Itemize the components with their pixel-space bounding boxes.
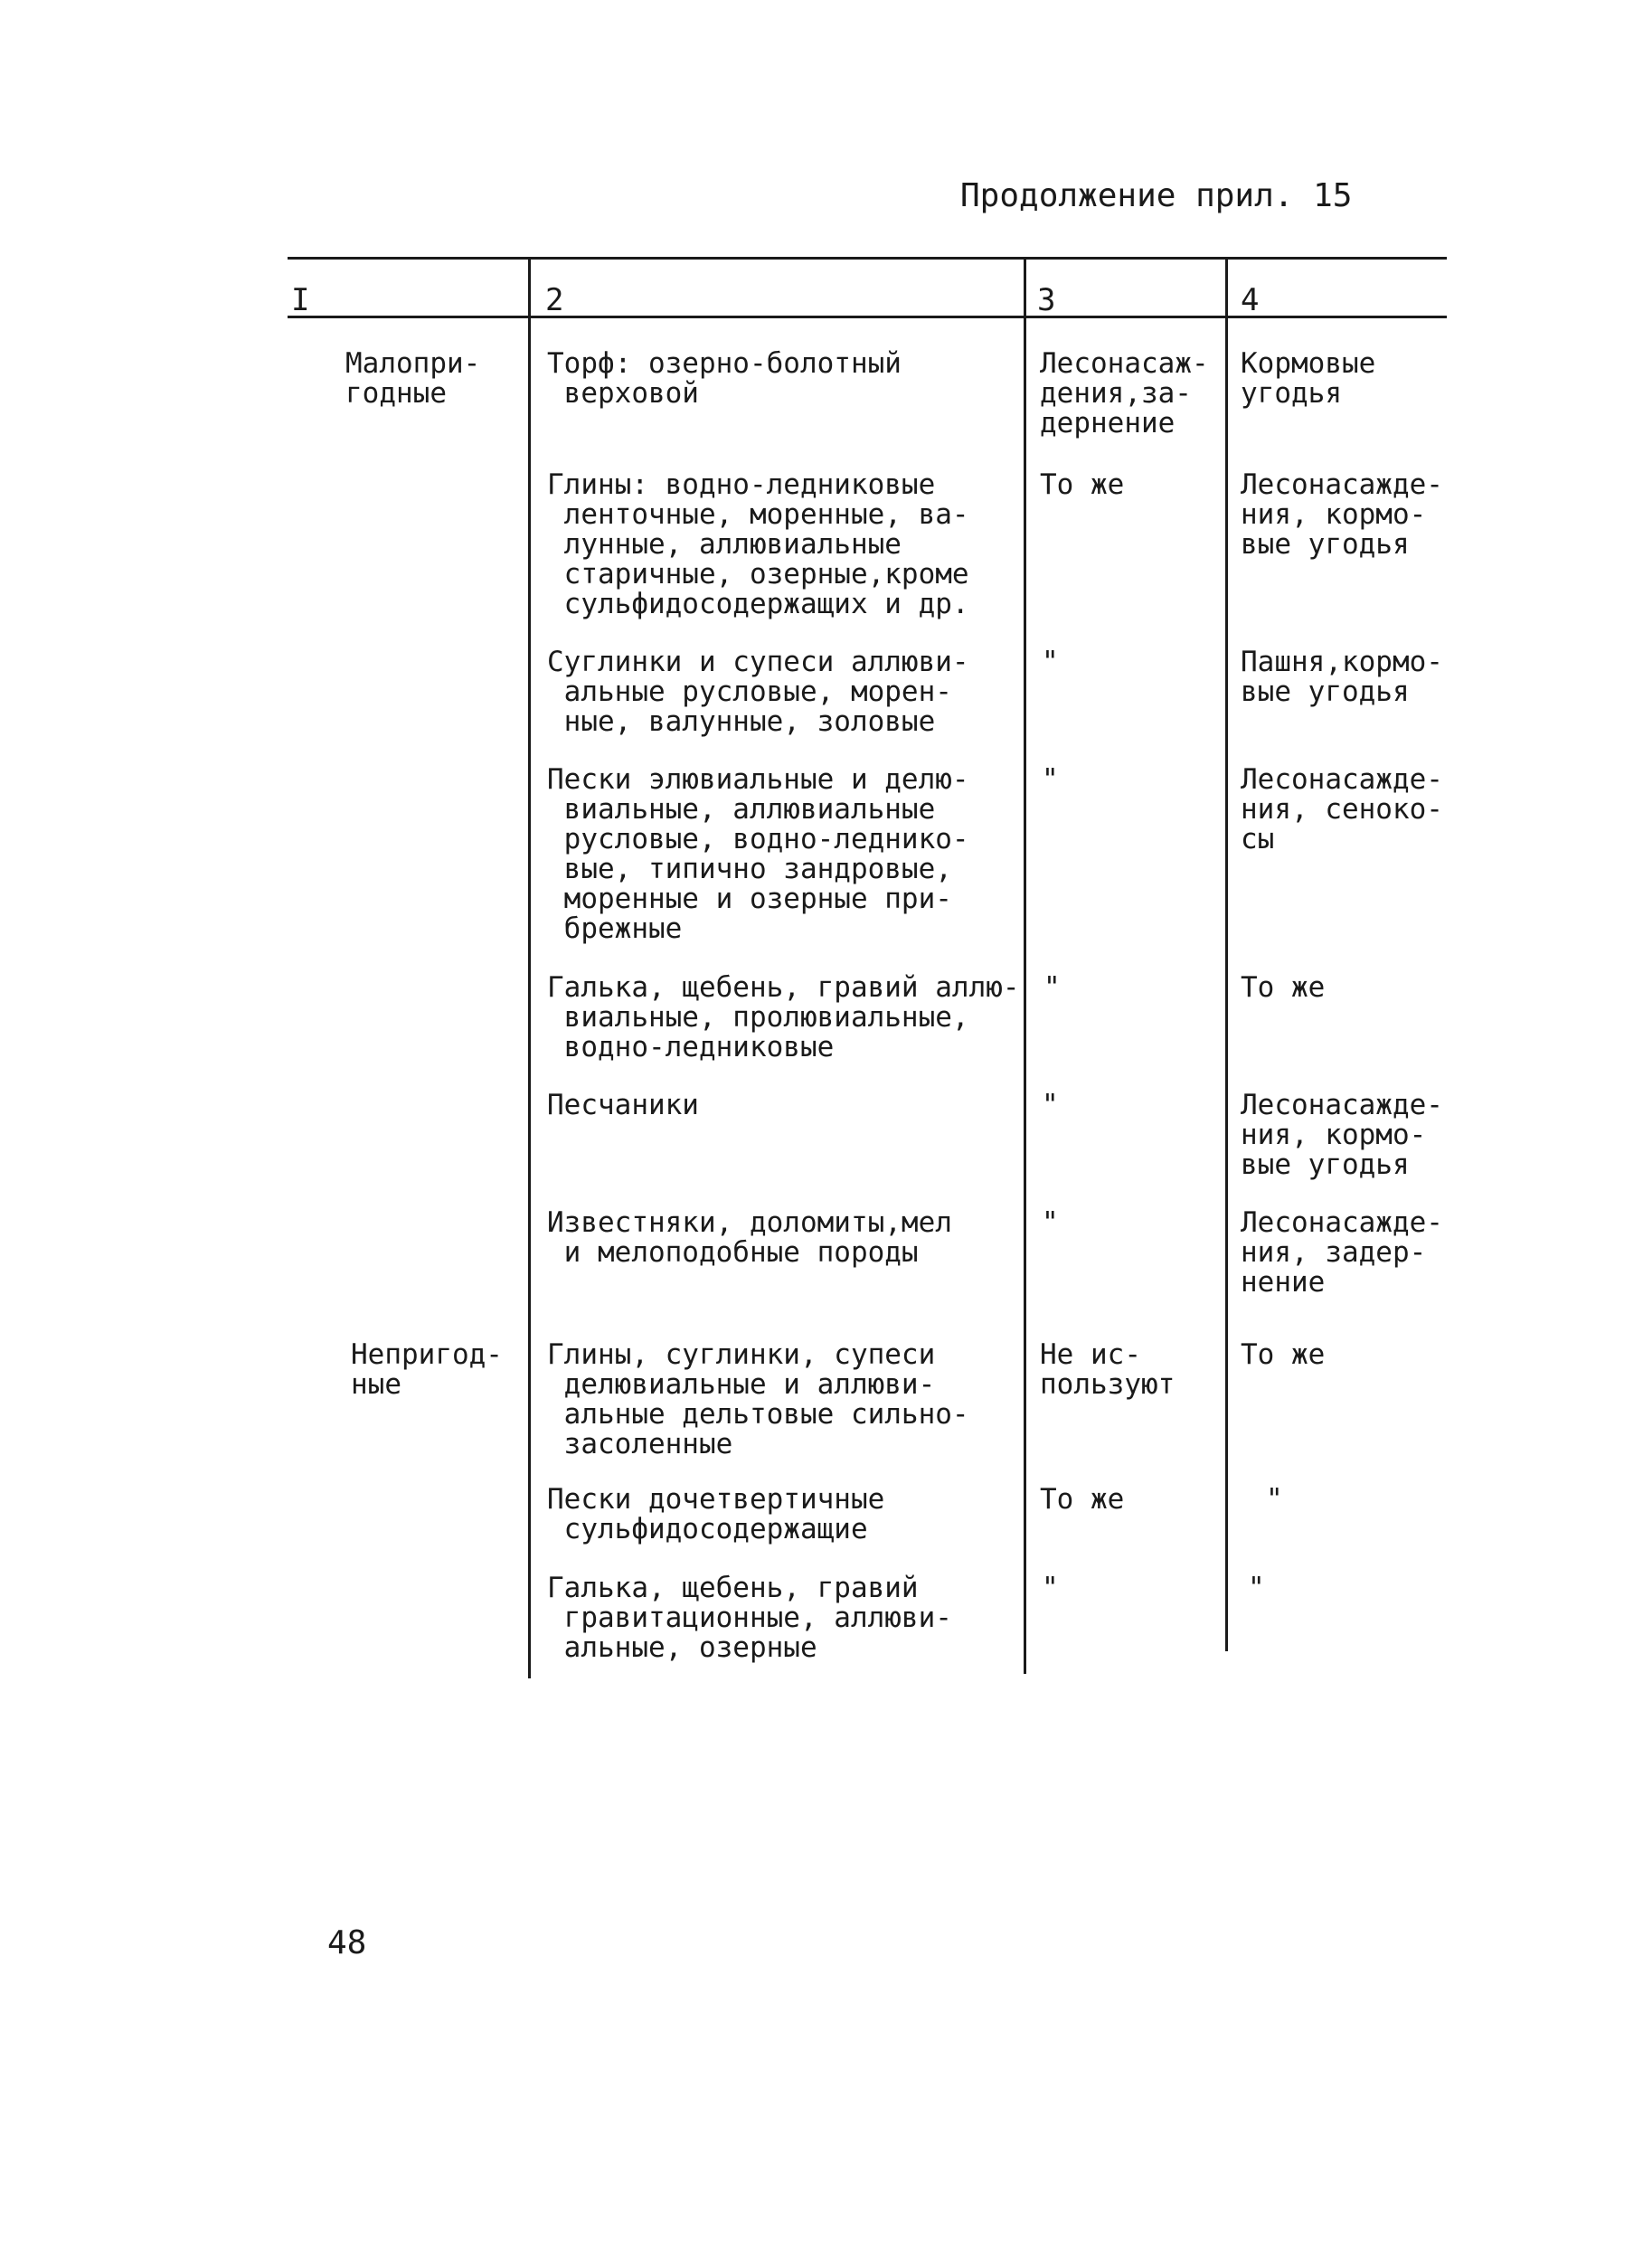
column-divider bbox=[528, 257, 531, 1678]
use-cell: " bbox=[1043, 971, 1061, 1004]
column-number-3: 3 bbox=[1037, 282, 1056, 318]
land-cell: " bbox=[1266, 1483, 1283, 1516]
use-cell: То же bbox=[1040, 468, 1125, 501]
column-divider bbox=[1024, 257, 1026, 1674]
use-cell: " bbox=[1042, 646, 1059, 678]
land-cell: Лесонасажде- ния, кормо- вые угодья bbox=[1241, 468, 1443, 561]
land-cell: Пашня,кормо- вые угодья bbox=[1241, 646, 1443, 708]
material-cell: Глины, суглинки, супеси делювиальные и аллюви- альные дельтовые сильно- засоленные bbox=[547, 1338, 969, 1460]
column-number-2: 2 bbox=[545, 282, 564, 318]
use-cell: То же bbox=[1040, 1483, 1125, 1516]
material-cell: Суглинки и супеси аллюви- альные русловые, морен- ные, валунные, золовые bbox=[547, 646, 969, 738]
land-cell: Лесонасажде- ния, сеноко- сы bbox=[1241, 763, 1443, 855]
land-cell: Лесонасажде- ния, кормо- вые угодья bbox=[1241, 1089, 1443, 1181]
land-cell: Лесонасажде- ния, задер- нение bbox=[1241, 1206, 1443, 1299]
column-divider bbox=[1225, 257, 1228, 1651]
material-cell: Песчаники bbox=[547, 1089, 699, 1121]
material-cell: Известняки, доломиты,мел и мелоподобные породы bbox=[547, 1206, 952, 1269]
page-number: 48 bbox=[327, 1924, 367, 1961]
land-cell: То же bbox=[1241, 1338, 1326, 1371]
group-label: Непригод- ные bbox=[351, 1338, 503, 1401]
material-cell: Глины: водно-ледниковые ленточные, моренные, ва- лунные, аллювиальные старичные, озерные,кроме сульфидосодержащих и др. bbox=[547, 468, 969, 620]
use-cell: Лесонасаж- дения,за- дернение bbox=[1040, 347, 1209, 439]
column-number-1: I bbox=[291, 282, 310, 318]
use-cell: " bbox=[1042, 1089, 1059, 1121]
material-cell: Галька, щебень, гравий гравитационные, аллюви- альные, озерные bbox=[547, 1572, 952, 1664]
group-label: Малопри- годные bbox=[345, 347, 481, 410]
continuation-note: Продолжение прил. 15 bbox=[960, 177, 1353, 214]
land-cell: То же bbox=[1241, 971, 1326, 1004]
use-cell: Не ис- пользуют bbox=[1040, 1338, 1176, 1401]
column-number-4: 4 bbox=[1241, 282, 1260, 318]
use-cell: " bbox=[1042, 1572, 1059, 1604]
material-cell: Торф: озерно-болотный верховой bbox=[547, 347, 902, 410]
land-cell: " bbox=[1248, 1572, 1265, 1604]
use-cell: " bbox=[1042, 1206, 1059, 1239]
land-cell: Кормовые угодья bbox=[1241, 347, 1376, 410]
material-cell: Пески элювиальные и делю- виальные, аллювиальные русловые, водно-леднико- вые, типично зандровые, моренные и озерные при- брежные bbox=[547, 763, 969, 945]
material-cell: Пески дочетвертичные сульфидосодержащие bbox=[547, 1483, 885, 1545]
material-cell: Галька, щебень, гравий аллю- виальные, пролювиальные, водно-ледниковые bbox=[547, 971, 1020, 1063]
table-top-rule bbox=[288, 257, 1447, 260]
use-cell: " bbox=[1042, 763, 1059, 796]
table-header-rule bbox=[288, 316, 1447, 318]
